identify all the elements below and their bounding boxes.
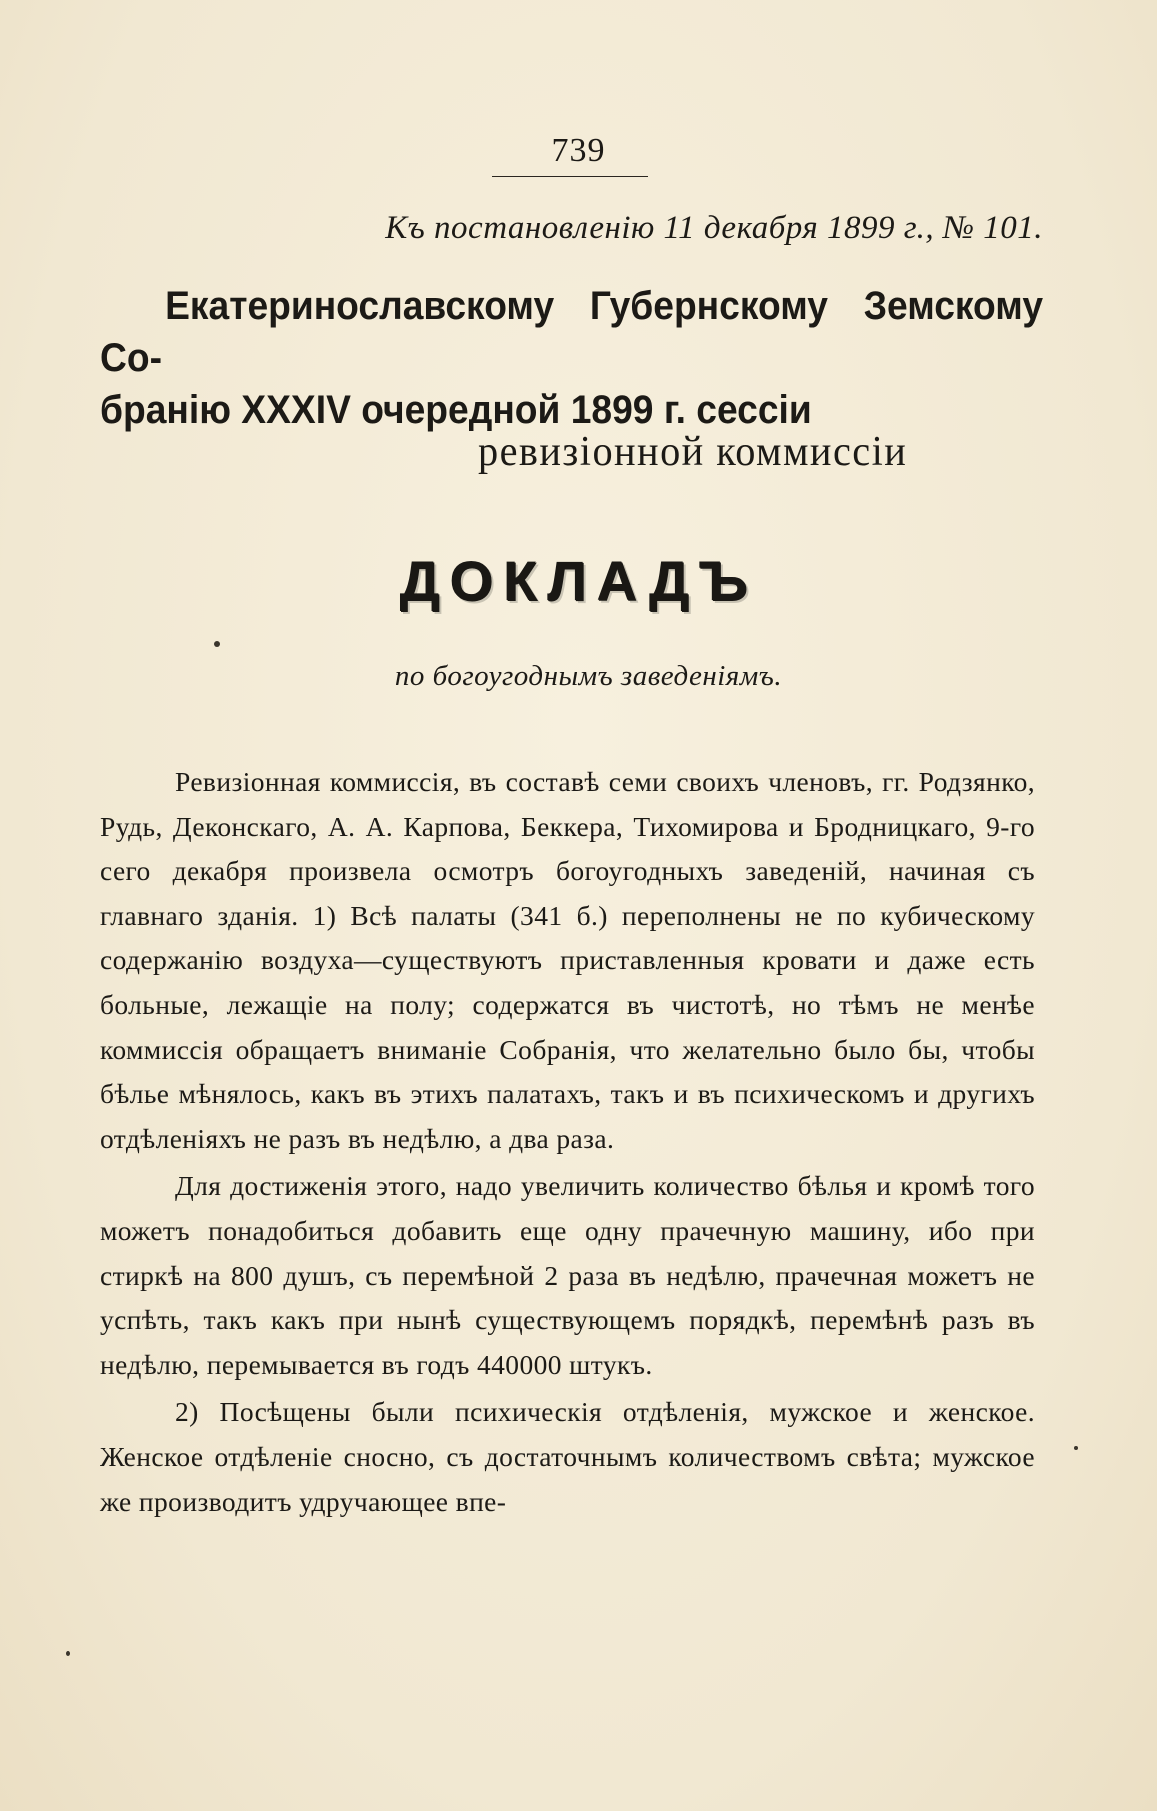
addressee-line-1: Екатеринославскому Губернскому Земскому Со- bbox=[100, 284, 1044, 380]
report-title: ДОКЛАДЪ bbox=[399, 549, 758, 612]
addressee-heading bbox=[100, 280, 1044, 436]
resolution-reference: Къ постановленію 11 декабря 1899 г., № 101. bbox=[385, 210, 1043, 246]
page-number-rule bbox=[492, 176, 648, 177]
addressee-line-2: бранію XXXIV очередной 1899 г. сессіи bbox=[100, 388, 812, 432]
paragraph-1: Ревизіонная коммиссія, въ составѣ семи своихъ членовъ, гг. Родзянко, Рудь, Деконскаго, А. А. Карпова, Беккера, Тихомирова и Бродницкаго, 9-го сего декабря произвела осмотръ богоугодныхъ заведеній, начиная съ главнаго зданія. 1) Всѣ палаты (341 б.) переполнены не по кубическому содержанію воздуха—существуютъ приставленныя кровати и даже есть больные, лежащіе на полу; содержатся въ чистотѣ, но тѣмъ не менѣе коммиссія обращаетъ вниманіе Собранія, что желательно было бы, чтобы бѣлье мѣнялось, какъ въ этихъ палатахъ, такъ и въ психическомъ и другихъ отдѣленіяхъ не разъ въ недѣлю, а два раза. bbox=[100, 766, 1035, 1154]
paragraph-2: Для достиженія этого, надо увеличить количество бѣлья и кромѣ того можетъ понадобиться добавить еще одну прачечную машину, ибо при стиркѣ на 800 душъ, съ перемѣной 2 раза въ недѣлю, прачечная можетъ не успѣть, такъ какъ при нынѣ существующемъ порядкѣ, перемѣнѣ разъ въ недѣлю, перемывается въ годъ 440000 штукъ. bbox=[100, 1170, 1035, 1380]
ink-speck bbox=[214, 641, 220, 647]
ink-speck bbox=[66, 1651, 70, 1656]
report-body bbox=[100, 760, 1035, 1524]
page-number: 739 bbox=[551, 132, 606, 169]
report-subject: по богоугоднымъ заведеніямъ. bbox=[394, 660, 783, 692]
paragraph-3: 2) Посѣщены были психическія отдѣленія, мужское и женское. Женское отдѣленіе сносно, съ достаточнымъ количествомъ свѣта; мужское же производитъ удручающее впе- bbox=[100, 1396, 1035, 1517]
ink-speck bbox=[1074, 1446, 1078, 1450]
commission-heading: ревизіонной коммиссіи bbox=[478, 429, 908, 475]
